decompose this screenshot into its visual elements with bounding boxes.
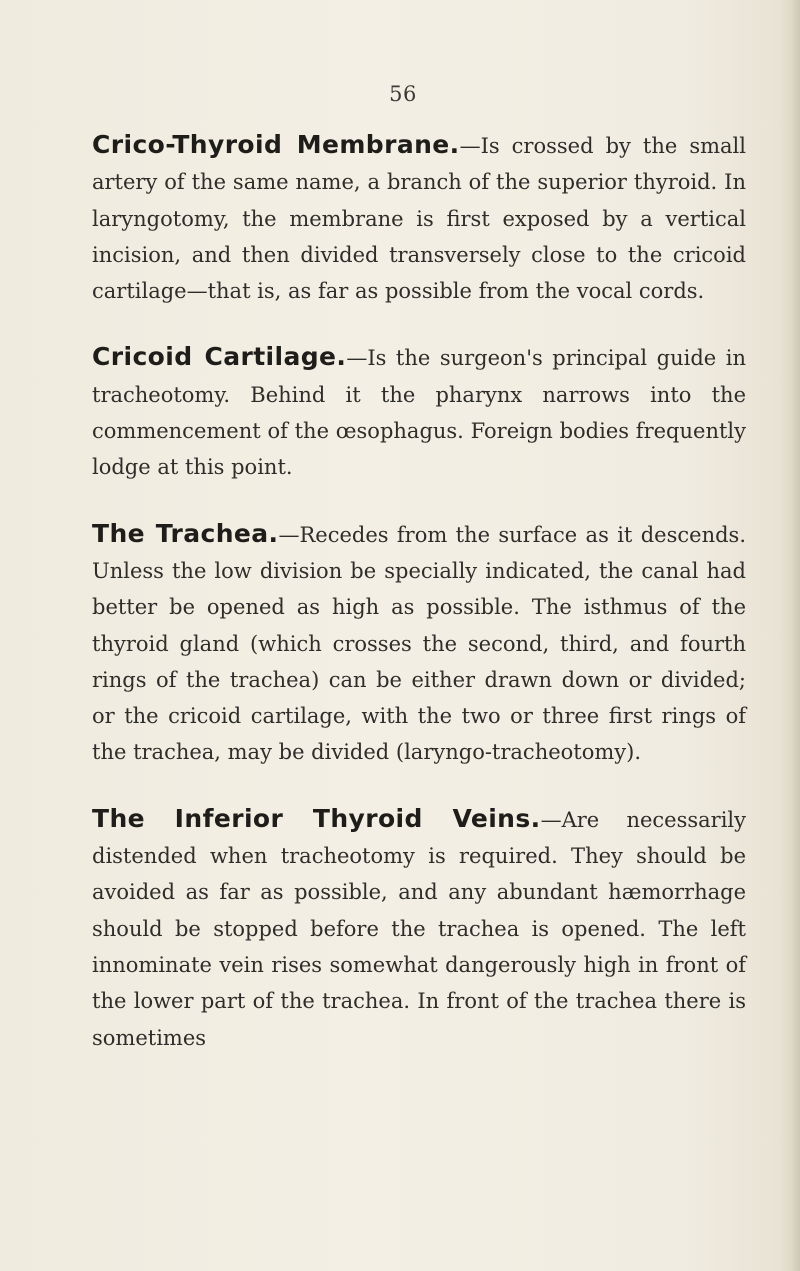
section-heading: Crico-Thyroid Membrane. — [92, 130, 460, 159]
section-heading: The Trachea. — [92, 518, 279, 548]
section-text: —Are necessarily distended when tracheotomy is required. They should be avoided as far as possible, and any abundant hæmorrhage should be stopped before the trachea is opened. The left innominate vein rises somewhat dangerously high in front of the lower part of the trachea. In front of the trachea there is sometimes — [92, 807, 746, 1050]
section-text: —Recedes from the surface as it descends. Unless the low division be specially indicated, the canal had better be opened as high as possible. The isthmus of the thyroid gland (which crosses the second, third, and fourth rings of the trachea) can be either drawn down or divided; or the cricoid cartilage, with the two or three first rings of the trachea, may be divided (laryngo-tracheotomy). — [92, 522, 746, 765]
section-heading: The Inferior Thyroid Veins. — [92, 803, 541, 833]
paragraph-cricoid-cartilage — [92, 339, 746, 485]
paragraph-crico-thyroid-membrane — [92, 127, 746, 309]
section-text: —Is the surgeon's principal guide in tracheotomy. Behind it the pharynx narrows into the commencement of the œsophagus. Foreign bodies frequently lodge at this point. — [92, 346, 746, 480]
paragraph-inferior-thyroid-veins — [92, 801, 746, 1056]
text-column — [92, 127, 746, 1086]
paragraph-trachea — [92, 516, 746, 771]
page-edge-shadow — [778, 0, 800, 1271]
page-number: 56 — [389, 82, 417, 106]
section-heading: Cricoid Cartilage. — [92, 342, 347, 372]
section-text: —Is crossed by the small artery of the same name, a branch of the superior thyroid. In laryngotomy, the membrane is first exposed by a vertical incision, and then divided transversely close to the cricoid cartilage—that is, as far as possible from the vocal cords. — [92, 134, 746, 304]
